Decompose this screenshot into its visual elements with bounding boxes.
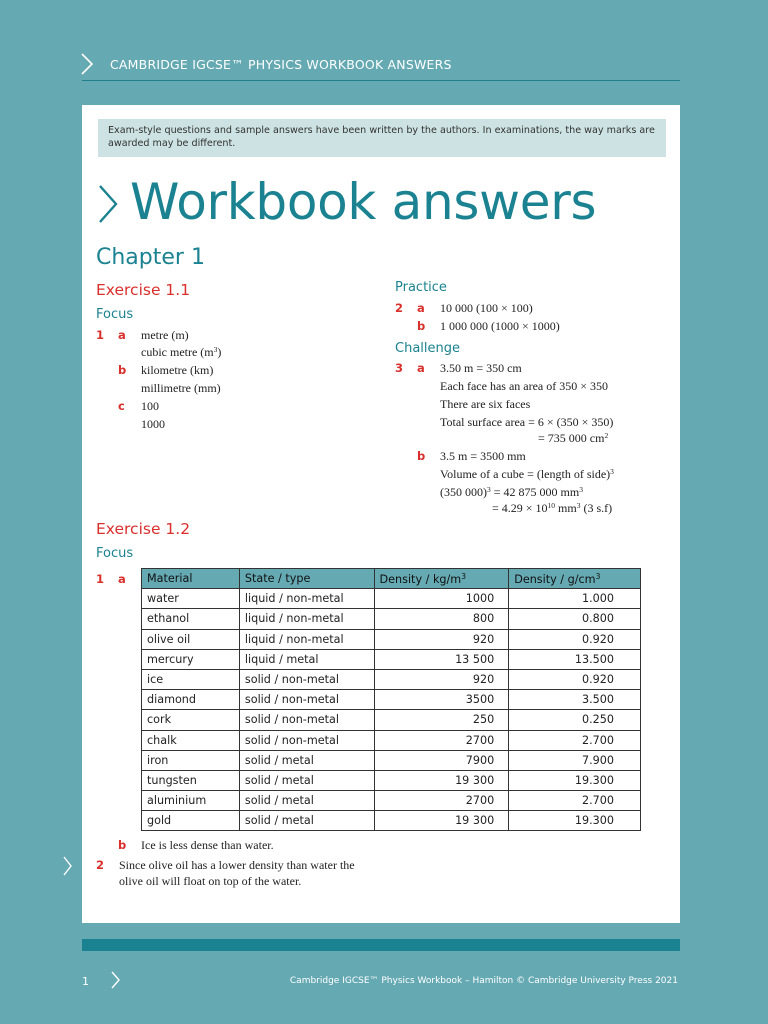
table-cell: 1000 xyxy=(374,589,509,609)
table-cell: solid / non-metal xyxy=(239,669,374,689)
table-cell: aluminium xyxy=(142,791,240,811)
footer-credit: Cambridge IGCSE™ Physics Workbook – Hamilton © Cambridge University Press 2021 xyxy=(289,976,678,986)
table-cell: liquid / non-metal xyxy=(239,609,374,629)
table-cell: liquid / metal xyxy=(239,649,374,669)
part-letter: b xyxy=(118,838,127,852)
answer-text: 100 xyxy=(141,399,159,413)
answer-text: Each face has an area of 350 × 350 xyxy=(440,379,609,393)
focus-label: Focus xyxy=(96,307,134,322)
chevron-right-icon xyxy=(80,52,94,76)
part-letter: a xyxy=(417,301,425,315)
table-cell: solid / metal xyxy=(239,811,374,831)
table-cell: 2700 xyxy=(374,791,509,811)
table-cell: 0.250 xyxy=(509,710,641,730)
answer-text: (350 000)$^3$ = 42 875 000 $mm^3$ xyxy=(440,485,583,499)
answer-text: There are six faces xyxy=(440,397,531,411)
answer-text: 10 000 (100 × 100) xyxy=(440,301,533,315)
chevron-right-icon xyxy=(62,855,73,877)
table-cell: tungsten xyxy=(142,770,240,790)
table-header-row xyxy=(142,569,641,589)
part-letter: b xyxy=(417,319,426,333)
table-row xyxy=(142,710,641,730)
table-row xyxy=(142,750,641,770)
table-cell: solid / non-metal xyxy=(239,730,374,750)
answer-text: 1 000 000 (1000 × 1000) xyxy=(440,319,560,333)
title-chevron-icon xyxy=(97,183,119,225)
footer-band xyxy=(82,939,680,951)
table-cell: iron xyxy=(142,750,240,770)
answer-text: Since olive oil has a lower density than water the xyxy=(119,858,355,872)
focus-label: Focus xyxy=(96,546,134,561)
table-cell: water xyxy=(142,589,240,609)
table-cell: 19 300 xyxy=(374,770,509,790)
table-row xyxy=(142,649,641,669)
table-cell: 19 300 xyxy=(374,811,509,831)
part-letter: b xyxy=(118,363,127,377)
table-cell: 2.700 xyxy=(509,730,641,750)
chapter-heading: Chapter 1 xyxy=(96,245,205,270)
table-cell: solid / metal xyxy=(239,791,374,811)
table-cell: liquid / non-metal xyxy=(239,589,374,609)
table-cell: 2.700 xyxy=(509,791,641,811)
answer-text: Volume of a cube = (length of side)$^3$ xyxy=(440,467,614,481)
table-cell: liquid / non-metal xyxy=(239,629,374,649)
answer-text: 3.50 m = 350 cm xyxy=(440,361,522,375)
answer-text: = $4.29 \times 10^{10}$ $mm^3$ (3 s.f) xyxy=(492,501,613,515)
chevron-right-icon xyxy=(110,970,121,990)
page-title: Workbook answers xyxy=(130,173,597,231)
table-header: Material xyxy=(142,569,240,589)
table-row xyxy=(142,589,641,609)
table-cell: ethanol xyxy=(142,609,240,629)
table-cell: 0.920 xyxy=(509,629,641,649)
answer-text: cubic metre $(m^3)$ xyxy=(141,345,222,359)
table-cell: 19.300 xyxy=(509,811,641,831)
density-table xyxy=(141,568,641,831)
header-rule xyxy=(82,80,680,81)
table-cell: 1.000 xyxy=(509,589,641,609)
table-row xyxy=(142,811,641,831)
table-cell: 13.500 xyxy=(509,649,641,669)
table-header: State / type xyxy=(239,569,374,589)
exercise-1-2-heading: Exercise 1.2 xyxy=(96,520,191,538)
table-cell: 0.920 xyxy=(509,669,641,689)
table-cell: solid / non-metal xyxy=(239,710,374,730)
answer-text: 3.5 m = 3500 mm xyxy=(440,449,526,463)
table-row xyxy=(142,770,641,790)
question-number: 2 xyxy=(395,301,404,315)
table-cell: 250 xyxy=(374,710,509,730)
table-header: Density / $g/cm^3$ xyxy=(509,569,641,589)
answer-text: Total surface area = 6 × (350 × 350) xyxy=(440,415,614,429)
table-cell: 19.300 xyxy=(509,770,641,790)
table-cell: 800 xyxy=(374,609,509,629)
answer-text: kilometre (km) xyxy=(141,363,214,377)
table-cell: gold xyxy=(142,811,240,831)
disclaimer-note: Exam-style questions and sample answers have been written by the authors. In examinations, the way marks are awarded may be different. xyxy=(98,119,666,157)
page-number: 1 xyxy=(82,975,89,988)
table-cell: 920 xyxy=(374,629,509,649)
challenge-label: Challenge xyxy=(395,341,460,356)
question-number: 3 xyxy=(395,361,404,375)
table-cell: diamond xyxy=(142,690,240,710)
table-cell: ice xyxy=(142,669,240,689)
question-number: 1 xyxy=(96,572,105,586)
question-number: 1 xyxy=(96,328,105,342)
table-cell: 0.800 xyxy=(509,609,641,629)
table-cell: solid / metal xyxy=(239,750,374,770)
answer-text: 1000 xyxy=(141,417,165,431)
part-letter: a xyxy=(417,361,425,375)
table-row xyxy=(142,730,641,750)
table-cell: 920 xyxy=(374,669,509,689)
table-cell: mercury xyxy=(142,649,240,669)
table-row xyxy=(142,690,641,710)
question-number: 2 xyxy=(96,858,105,872)
table-cell: solid / metal xyxy=(239,770,374,790)
table-cell: olive oil xyxy=(142,629,240,649)
answer-text: olive oil will float on top of the water. xyxy=(119,874,302,888)
exercise-1-1-heading: Exercise 1.1 xyxy=(96,281,191,299)
table-cell: 7900 xyxy=(374,750,509,770)
answer-text: = 735 000 $cm^2$ xyxy=(538,431,609,445)
table-row xyxy=(142,669,641,689)
table-row xyxy=(142,791,641,811)
table-cell: solid / non-metal xyxy=(239,690,374,710)
table-cell: 3500 xyxy=(374,690,509,710)
answer-text: metre (m) xyxy=(141,328,189,342)
table-cell: 2700 xyxy=(374,730,509,750)
table-cell: 13 500 xyxy=(374,649,509,669)
part-letter: b xyxy=(417,449,426,463)
answer-text: millimetre (mm) xyxy=(141,381,221,395)
page-content xyxy=(82,105,680,923)
table-cell: chalk xyxy=(142,730,240,750)
header-title: CAMBRIDGE IGCSE™ PHYSICS WORKBOOK ANSWERS xyxy=(110,57,452,72)
part-letter: a xyxy=(118,572,126,586)
part-letter: a xyxy=(118,328,126,342)
table-row xyxy=(142,609,641,629)
answer-text: Ice is less dense than water. xyxy=(141,838,274,852)
table-header: Density / $kg/m^3$ xyxy=(374,569,509,589)
table-cell: cork xyxy=(142,710,240,730)
table-cell: 3.500 xyxy=(509,690,641,710)
part-letter: c xyxy=(118,399,125,413)
practice-label: Practice xyxy=(395,280,447,295)
table-cell: 7.900 xyxy=(509,750,641,770)
table-row xyxy=(142,629,641,649)
